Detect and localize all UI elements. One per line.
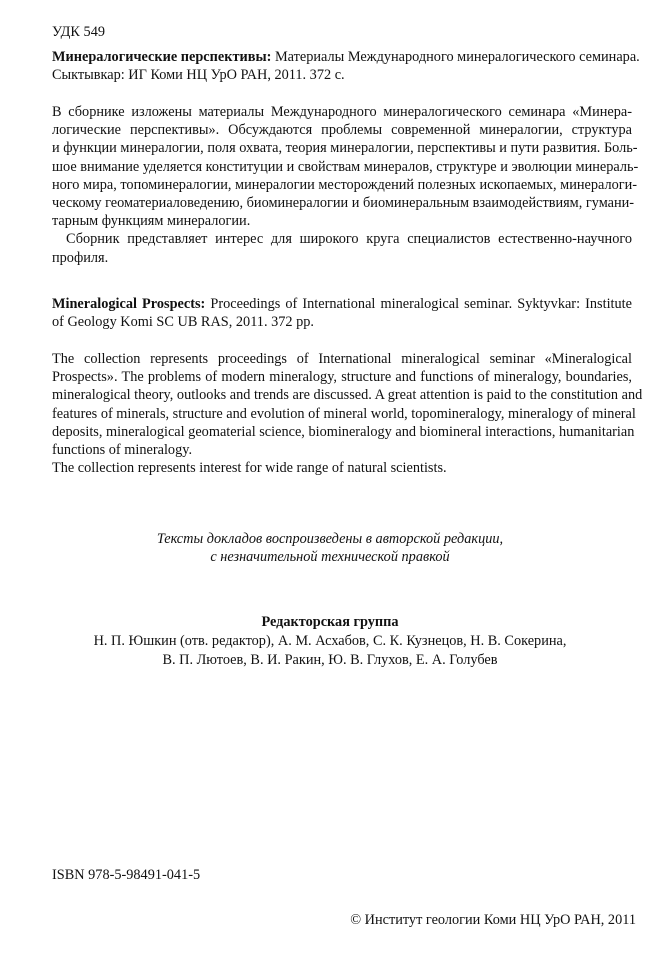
- editorial-board-heading: Редакторская группа: [261, 614, 399, 630]
- ru-abstract-line: шое внимание уделяется конституции и свойствам минералов, структуре и эволюции минераль-: [52, 158, 639, 175]
- ru-abstract-line: логические перспективы». Обсуждаются проблемы современной минералогии, структура: [52, 122, 632, 139]
- ru-interest-line: профиля.: [52, 249, 109, 266]
- en-bibliographic-entry: [52, 295, 632, 331]
- editorial-note-line-2: с незначительной технической правкой: [210, 549, 450, 566]
- en-title-line-1: [52, 295, 632, 313]
- editorial-note-line-1: Тексты докладов воспроизведены в авторской редакции,: [156, 531, 504, 547]
- en-abstract-line: Prospects». The problems of modern mineralogy, structure and functions of mineralogy, boundaries,: [52, 369, 632, 386]
- ru-publication-info: Материалы Международного минералогического семинара.: [271, 49, 640, 65]
- ru-abstract-line: ческому геоматериаловедению, биоминералогии и биоминеральным взаимодействиям, гумани-: [52, 195, 635, 212]
- en-abstract: [52, 350, 643, 477]
- ru-publisher-line: Сыктывкар: ИГ Коми НЦ УрО РАН, 2011. 372 с.: [52, 67, 345, 84]
- en-interest-line: The collection represents interest for wide range of natural scientists.: [52, 460, 447, 477]
- en-abstract-line: The collection represents proceedings of International mineralogical seminar «Mineralogical: [52, 351, 632, 367]
- ru-title: Минералогические перспективы:: [52, 49, 272, 65]
- ru-bibliographic-entry: [52, 48, 640, 84]
- en-title: Mineralogical Prospects:: [52, 296, 206, 312]
- editorial-board-line-1: Н. П. Юшкин (отв. редактор), А. М. Асхабов, С. К. Кузнецов, Н. В. Сокерина,: [93, 633, 567, 649]
- ru-abstract: [52, 103, 639, 267]
- ru-title-line-1: [52, 48, 640, 66]
- ru-interest-line: Сборник представляет интерес для широкого круга специалистов естественно-научного: [66, 231, 632, 248]
- isbn: ISBN 978-5-98491-041-5: [52, 867, 201, 883]
- en-abstract-line: functions of mineralogy.: [52, 442, 193, 459]
- en-abstract-line: deposits, mineralogical geomaterial science, biomineralogy and biomineral interactions, humanitarian: [52, 423, 635, 440]
- ru-abstract-line: В сборнике изложены материалы Международного минералогического семинара «Минера-: [52, 104, 632, 120]
- en-abstract-line: features of minerals, structure and evolution of mineral world, topomineralogy, mineralogy of mineral: [52, 405, 636, 422]
- editorial-board-line-2: В. П. Лютоев, В. И. Ракин, Ю. В. Глухов, Е. А. Голубев: [162, 652, 498, 668]
- ru-abstract-line: и функции минералогии, поля охвата, теория минералогии, перспективы и пути развития. Боль-: [52, 140, 638, 157]
- en-publication-info: Proceedings of International mineralogical seminar. Syktyvkar: Institute: [205, 296, 632, 312]
- copyright-notice: © Институт геологии Коми НЦ УрО РАН, 2011: [350, 912, 636, 928]
- editorial-board: [40, 613, 620, 670]
- en-publisher-line: of Geology Komi SC UB RAS, 2011. 372 pp.: [52, 314, 314, 331]
- udk-code: УДК 549: [52, 24, 105, 40]
- ru-abstract-line: ного мира, топоминералогии, минералогии месторождений полезных ископаемых, минералоги-: [52, 176, 638, 193]
- en-abstract-line: mineralogical theory, outlooks and trends are discussed. A great attention is paid to the constitution and: [52, 387, 643, 404]
- editorial-note: [60, 530, 600, 566]
- ru-abstract-line: тарным функциям минералогии.: [52, 213, 251, 230]
